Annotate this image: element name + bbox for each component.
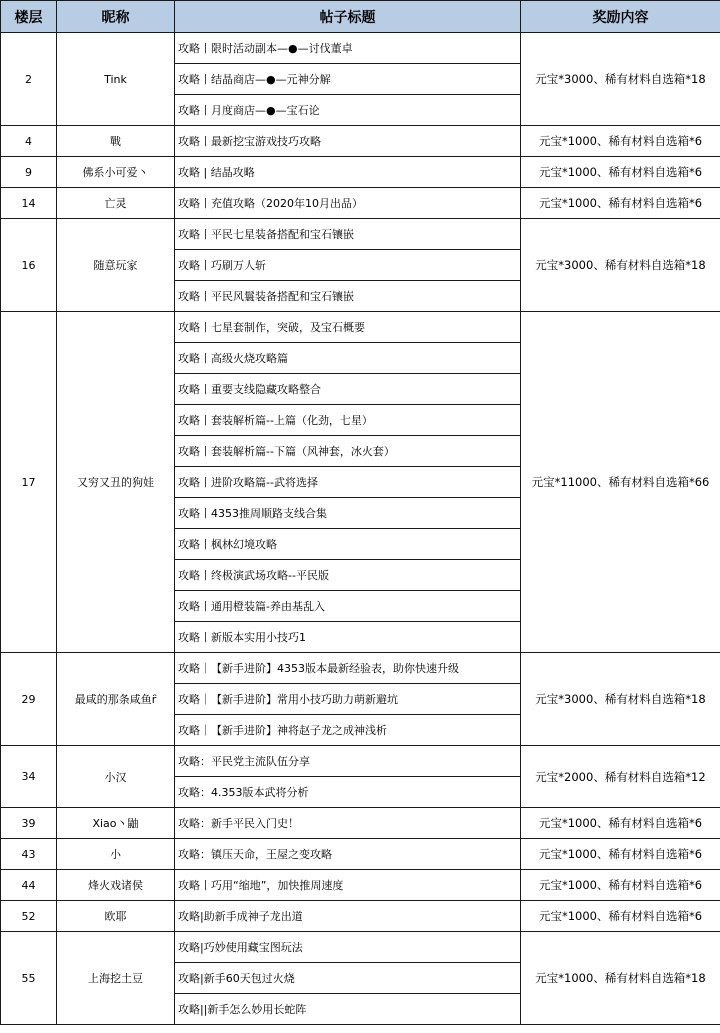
post-title-cell: 攻略丨月度商店—●—宝石论 [175,95,521,126]
table-row [1,870,720,901]
reward-cell: 元宝*1000、稀有材料自选箱*6 [521,157,720,188]
nickname-cell: Xiao丶鼬 [57,808,175,839]
table-row [1,653,720,684]
post-title-cell: 攻略丨重要支线隐藏攻略整合 [175,374,521,405]
post-title-cell: 攻略：4.353版本武将分析 [175,777,521,808]
table-row [1,808,720,839]
nickname-cell: 小 [57,839,175,870]
floor-cell: 9 [1,157,57,188]
post-title-cell: 攻略丨套装解析篇--上篇（化劲，七星） [175,405,521,436]
post-title-cell: 攻略丨新版本实用小技巧1 [175,622,521,653]
nickname-cell: 欧耶 [57,901,175,932]
post-title-cell: 攻略｜【新手进阶】4353版本最新经验表，助你快速升级 [175,653,521,684]
floor-cell: 39 [1,808,57,839]
nickname-cell: 亡灵 [57,188,175,219]
nickname-cell: 烽火戏诸侯 [57,870,175,901]
post-title-cell: 攻略丨高级火烧攻略篇 [175,343,521,374]
column-header-floor: 楼层 [1,1,57,33]
post-title-cell: 攻略丨七星套制作，突破，及宝石概要 [175,312,521,343]
post-title-cell: 攻略丨结晶商店—●—元神分解 [175,64,521,95]
floor-cell: 55 [1,932,57,1025]
reward-cell: 元宝*1000、稀有材料自选箱*6 [521,126,720,157]
table-row [1,312,720,343]
floor-cell: 4 [1,126,57,157]
table-row [1,126,720,157]
floor-cell: 44 [1,870,57,901]
post-title-cell: 攻略丨巧用“缩地”，加快推周速度 [175,870,521,901]
nickname-cell: 随意玩家 [57,219,175,312]
column-header-post-title: 帖子标题 [175,1,521,33]
post-title-cell: 攻略：新手平民入门史！ [175,808,521,839]
post-title-cell: 攻略：平民党主流队伍分享 [175,746,521,777]
header-row [1,1,720,33]
floor-cell: 52 [1,901,57,932]
nickname-cell: 小汉 [57,746,175,808]
table-row [1,188,720,219]
table-row [1,901,720,932]
reward-cell: 元宝*1000、稀有材料自选箱*6 [521,901,720,932]
post-title-cell: 攻略丨平民风鬟装备搭配和宝石镶嵌 [175,281,521,312]
reward-cell: 元宝*1000、稀有材料自选箱*6 [521,870,720,901]
table-body [1,33,720,1025]
post-title-cell: 攻略丨充值攻略（2020年10月出品） [175,188,521,219]
post-title-cell: 攻略｜【新手进阶】神将赵子龙之成神浅析 [175,715,521,746]
floor-cell: 29 [1,653,57,746]
floor-cell: 16 [1,219,57,312]
table-row [1,932,720,963]
post-title-cell: 攻略|巧妙使用藏宝图玩法 [175,932,521,963]
reward-cell: 元宝*1000、稀有材料自选箱*6 [521,808,720,839]
floor-cell: 34 [1,746,57,808]
nickname-cell: 戰 [57,126,175,157]
post-title-cell: 攻略丨平民七星装备搭配和宝石镶嵌 [175,219,521,250]
post-title-cell: 攻略丨终极演武场攻略--平民版 [175,560,521,591]
post-title-cell: 攻略|助新手成神子龙出道 [175,901,521,932]
post-title-cell: 攻略丨套装解析篇--下篇（风神套，冰火套） [175,436,521,467]
floor-cell: 2 [1,33,57,126]
reward-cell: 元宝*1000、稀有材料自选箱*6 [521,188,720,219]
reward-cell: 元宝*3000、稀有材料自选箱*18 [521,33,720,126]
table-row [1,746,720,777]
post-title-cell: 攻略丨进阶攻略篇--武将选择 [175,467,521,498]
reward-cell: 元宝*3000、稀有材料自选箱*18 [521,219,720,312]
nickname-cell: 最咸的那条咸鱼ȓ [57,653,175,746]
floor-cell: 43 [1,839,57,870]
post-title-cell: 攻略：镇压天命，王屋之变攻略 [175,839,521,870]
post-title-cell: 攻略|新手60天包过火烧 [175,963,521,994]
post-title-cell: 攻略丨4353推周顺路支线合集 [175,498,521,529]
reward-cell: 元宝*3000、稀有材料自选箱*18 [521,653,720,746]
table-row [1,157,720,188]
nickname-cell: Tink [57,33,175,126]
nickname-cell: 佛系小可爱丶 [57,157,175,188]
post-title-cell: 攻略丨通用橙装篇-养由基乱入 [175,591,521,622]
post-title-cell: 攻略丨枫林幻境攻略 [175,529,521,560]
nickname-cell: 又穷又丑的狗娃 [57,312,175,653]
post-title-cell: 攻略||新手怎么妙用长蛇阵 [175,994,521,1025]
post-title-cell: 攻略丨最新挖宝游戏技巧攻略 [175,126,521,157]
post-title-cell: 攻略 | 结晶攻略 [175,157,521,188]
column-header-nickname: 昵称 [57,1,175,33]
nickname-cell: 上海挖土豆 [57,932,175,1025]
reward-cell: 元宝*11000、稀有材料自选箱*66 [521,312,720,653]
floor-cell: 17 [1,312,57,653]
post-title-cell: 攻略｜【新手进阶】常用小技巧助力萌新避坑 [175,684,521,715]
post-title-cell: 攻略丨巧刷万人斩 [175,250,521,281]
table-row [1,219,720,250]
reward-cell: 元宝*1000、稀有材料自选箱*18 [521,932,720,1025]
floor-cell: 14 [1,188,57,219]
reward-cell: 元宝*1000、稀有材料自选箱*6 [521,839,720,870]
post-title-cell: 攻略丨限时活动副本—●—讨伐董卓 [175,33,521,64]
table-row [1,839,720,870]
reward-cell: 元宝*2000、稀有材料自选箱*12 [521,746,720,808]
column-header-reward: 奖励内容 [521,1,720,33]
table-row [1,33,720,64]
